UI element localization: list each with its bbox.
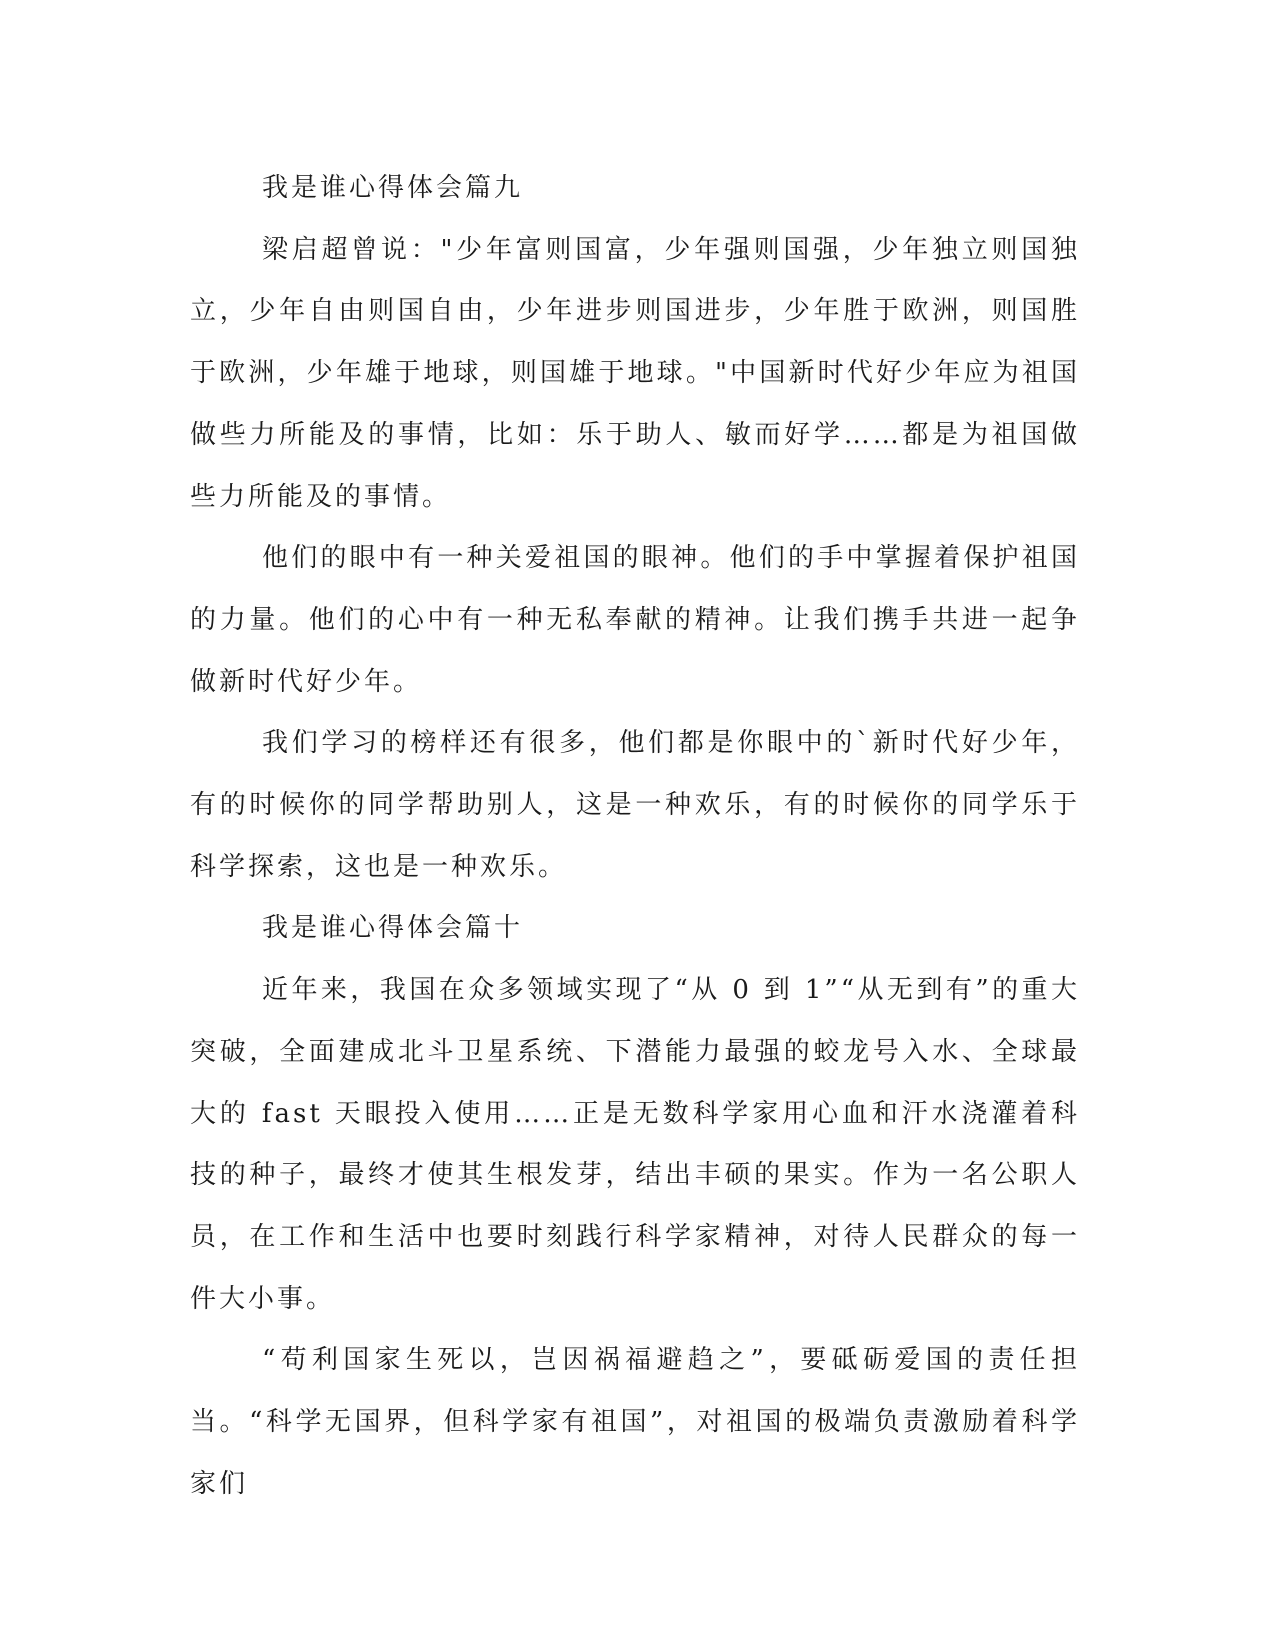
paragraph-patriotism: “苟利国家生死以，岂因祸福避趋之”，要砥砺爱国的责任担当。“科学无国界，但科学家有祖国”，对祖国的极端负责激励着科学家们 — [190, 1345, 1080, 1499]
paragraph-liang-qichao-quote: 梁启超曾说："少年富则国富，少年强则国强，少年独立则国独立，少年自由则国自由，少年进步则国进步，少年胜于欧洲，则国胜于欧洲，少年雄于地球，则国雄于地球。"中国新时代好少年应为祖国做些力所能及的事情，比如：乐于助人、敏而好学……都是为祖国做些力所能及的事情。 — [190, 234, 1080, 512]
section-heading-ten: 我是谁心得体会篇十 — [262, 913, 524, 944]
paragraph-role-models: 我们学习的榜样还有很多，他们都是你眼中的`新时代好少年，有的时候你的同学帮助别人，这是一种欢乐，有的时候你的同学乐于科学探索，这也是一种欢乐。 — [190, 728, 1080, 882]
section-heading-nine: 我是谁心得体会篇九 — [262, 173, 524, 203]
paragraph-love-country: 他们的眼中有一种关爱祖国的眼神。他们的手中掌握着保护祖国的力量。他们的心中有一种无私奉献的精神。让我们携手共进一起争做新时代好少年。 — [190, 543, 1080, 697]
document-body — [190, 158, 1080, 1515]
paragraph-breakthroughs: 近年来，我国在众多领域实现了“从 0 到 1”“从无到有”的重大突破，全面建成北斗卫星系统、下潜能力最强的蛟龙号入水、全球最大的 fast 天眼投入使用……正是无数科学家用心血和汗水浇灌着科技的种子，最终才使其生根发芽，结出丰硕的果实。作为一名公职人员，在工作和生活中也要时刻践行科学家精神，对待人民群众的每一件大小事。 — [190, 975, 1080, 1314]
